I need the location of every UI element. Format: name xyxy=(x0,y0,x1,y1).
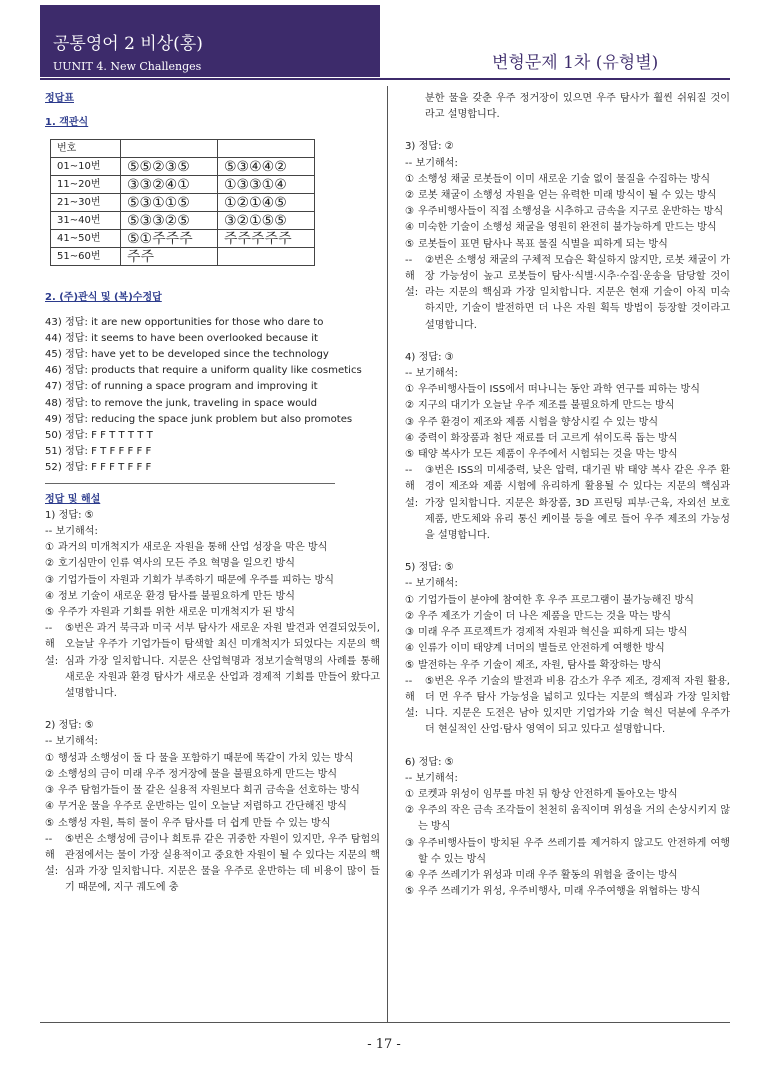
table-cell: ⑤③①①⑤ xyxy=(121,194,218,212)
list-item: ③ 기업가들이 자원과 기회가 부족하기 때문에 우주를 피하는 방식 xyxy=(45,574,334,586)
table-cell: ①③③①④ xyxy=(218,176,315,194)
table-row xyxy=(51,176,315,194)
list-item: ⑤ 우주가 자원과 기회를 위한 새로운 미개척지가 된 방식 xyxy=(45,607,295,619)
list-item: ① 과거의 미개척지가 새로운 자원을 통해 산업 성장을 막은 방식 xyxy=(45,542,328,554)
list-item: ① 기업가들이 분야에 참여한 후 우주 프로그램이 불가능해진 방식 xyxy=(405,594,694,606)
list-item: ④ 중력이 화장품과 첨단 재료를 더 고르게 섞이도록 돕는 방식 xyxy=(405,432,678,444)
header-title: 공통영어 2 비상(홍) xyxy=(53,34,203,54)
subjective-answer: 52) 정답: F F F T F F F xyxy=(45,462,152,474)
subjective-title: 2. (주)관식 및 (복)수정답 xyxy=(45,292,162,304)
q6-options-label: -- 보기해석: xyxy=(405,772,458,784)
q5-answer: 5) 정답: ⑤ xyxy=(405,562,454,574)
list-item: ③ 우주비행사들이 방치된 우주 쓰레기를 제거하지 않고도 안전하게 여행할 수 있는 방식 xyxy=(405,837,730,865)
table-cell xyxy=(218,248,315,266)
list-item: ⑤ 소행성 자원, 특히 물이 우주 탐사를 더 쉽게 만들 수 있는 방식 xyxy=(45,817,331,829)
list-item: ③ 미래 우주 프로젝트가 경제적 자원과 혁신을 피하게 되는 방식 xyxy=(405,627,688,639)
left-column xyxy=(45,91,380,897)
table-cell: 41~50번 xyxy=(51,230,121,248)
subjective-answer: 51) 정답: F T F F F F F xyxy=(45,446,152,458)
objective-title: 1. 객관식 xyxy=(45,117,89,129)
q2-answer: 2) 정답: ⑤ xyxy=(45,720,94,732)
subjective-answer: 45) 정답: have yet to be developed since the technology xyxy=(45,349,329,361)
table-cell: ①②①④⑤ xyxy=(218,194,315,212)
page-number: - 17 - xyxy=(367,1037,401,1052)
column-divider xyxy=(387,86,388,1022)
table-cell: 31~40번 xyxy=(51,212,121,230)
table-cell: 11~20번 xyxy=(51,176,121,194)
q2-explanation-continued: 분한 물을 갖춘 우주 정거장이 있으면 우주 탐사가 훨씬 쉬워질 것이라고 설명합니다. xyxy=(425,93,730,121)
subjective-answer: 47) 정답: of running a space program and improving it xyxy=(45,381,318,393)
list-item: ① 소행성 채굴 로봇들이 이미 새로운 기술 없이 물질을 수집하는 방식 xyxy=(405,173,711,185)
list-item: ⑤ 로봇들이 표면 탐사나 목표 물질 식별을 피하게 되는 방식 xyxy=(405,238,668,250)
q6-answer: 6) 정답: ⑤ xyxy=(405,756,454,768)
list-item: ② 로봇 채굴이 소행성 자원을 얻는 유력한 미래 방식이 될 수 있는 방식 xyxy=(405,190,717,202)
q2-options-label: -- 보기해석: xyxy=(45,736,98,748)
q4-answer: 4) 정답: ③ xyxy=(405,351,454,363)
table-row xyxy=(51,140,315,158)
header-banner xyxy=(40,5,380,77)
list-item: ① 행성과 소행성이 둘 다 물을 포함하기 때문에 똑같이 가치 있는 방식 xyxy=(45,752,354,764)
list-item: ① 로켓과 위성이 임무를 마친 뒤 항상 안전하게 돌아오는 방식 xyxy=(405,788,678,800)
table-cell: ③③②④① xyxy=(121,176,218,194)
list-item: ③ 우주비행사들이 직접 소행성을 시추하고 금속을 지구로 운반하는 방식 xyxy=(405,206,724,218)
list-item: ④ 인류가 이미 태양계 너머의 별들로 안전하게 여행한 방식 xyxy=(405,643,665,655)
list-item: ④ 정보 기술이 새로운 환경 탐사를 불필요하게 만든 방식 xyxy=(45,590,295,602)
list-item: ② 호기심만이 인류 역사의 모든 주요 혁명을 일으킨 방식 xyxy=(45,558,295,570)
q1-options-label: -- 보기해석: xyxy=(45,526,98,538)
list-item: ⑤ 우주 쓰레기가 위성, 우주비행사, 미래 우주여행을 위협하는 방식 xyxy=(405,886,701,898)
q1-explanation: -- 해설: ⑤번은 과거 북극과 미국 서부 탐사가 새로운 자원 발견과 연결되었듯이, 오늘날 우주가 기업가들이 탐색할 최신 미개척지가 되었다는 지문의 핵심과 가장 일치합니다. 지문은 산업혁명과 정보기술혁명의 사례를 통해 새로운 자원과 환경 탐사가 새로운 산업과 경제적 기회를 만들어 왔다고 설명합니다. xyxy=(45,623,380,700)
q4-explanation: -- 해설: ③번은 ISS의 미세중력, 낮은 압력, 대기권 밖 태양 복사 같은 우주 환경이 제조와 제품 시험에 유리하게 활용될 수 있다는 지문의 핵심과 가장 일치합니다. 지문은 화장품, 3D 프린팅 피부·근육, 자외선 보호 제품, 반도체와 유리 통신 케이블 등을 예로 들어 우주 제조의 가능성을 설명합니다. xyxy=(405,465,730,542)
table-cell: ③②①⑤⑤ xyxy=(218,212,315,230)
subjective-answer: 43) 정답: it are new opportunities for those who dare to xyxy=(45,316,324,328)
table-header-cell: 번호 xyxy=(51,140,121,158)
subjective-answer: 44) 정답: it seems to have been overlooked because it xyxy=(45,332,318,344)
subjective-answer: 50) 정답: F F T T T T T xyxy=(45,430,153,442)
table-row xyxy=(51,158,315,176)
header-subtitle: UUNIT 4. New Challenges xyxy=(53,60,202,73)
table-cell: 주주주주주 xyxy=(218,230,315,248)
list-item: ② 우주의 작은 금속 조각들이 천천히 움직이며 위성을 거의 손상시키지 않는 방식 xyxy=(405,805,730,833)
q1-answer: 1) 정답: ⑤ xyxy=(45,509,94,521)
table-row xyxy=(51,194,315,212)
list-item: ④ 우주 쓰레기가 위성과 미래 우주 활동의 위험을 줄이는 방식 xyxy=(405,869,678,881)
header-rule xyxy=(40,78,730,80)
q3-answer: 3) 정답: ② xyxy=(405,141,454,153)
footer-rule xyxy=(40,1022,730,1023)
subjective-answer: 48) 정답: to remove the junk, traveling in space would xyxy=(45,397,317,409)
section-divider xyxy=(45,483,335,484)
table-cell: 01~10번 xyxy=(51,158,121,176)
list-item: ⑤ 발전하는 우주 기술이 제조, 자원, 탐사를 확장하는 방식 xyxy=(405,659,662,671)
list-item: ② 소행성의 금이 미래 우주 정거장에 물을 불필요하게 만드는 방식 xyxy=(45,768,338,780)
table-cell: ⑤③③②⑤ xyxy=(121,212,218,230)
explanation-title: 정답 및 해설 xyxy=(45,493,101,505)
table-cell: 주주 xyxy=(121,248,218,266)
table-cell: ⑤①주주주 xyxy=(121,230,218,248)
table-cell: 21~30번 xyxy=(51,194,121,212)
table-cell: ⑤⑤②③⑤ xyxy=(121,158,218,176)
table-row xyxy=(51,212,315,230)
list-item: ⑤ 태양 복사가 모든 제품이 우주에서 시험되는 것을 막는 방식 xyxy=(405,449,678,461)
list-item: ④ 미숙한 기술이 소행성 채굴을 영원히 완전히 불가능하게 만드는 방식 xyxy=(405,222,717,234)
list-item: ② 우주 제조가 기술이 더 나은 제품을 만드는 것을 막는 방식 xyxy=(405,610,672,622)
q3-explanation: -- 해설: ②번은 소행성 채굴의 구체적 모습은 확실하지 않지만, 로봇 채굴이 가장 가능성이 높고 로봇들이 탐사·식별·시추·수집·운송을 담당할 것이라는 지문의 핵심과 가장 일치합니다. 지문은 현재 기술이 아직 미숙하지만, 기술이 발전하면 더 나은 자원 획득 방법이 등장할 것이라고 설명합니다. xyxy=(405,254,730,331)
table-cell: 51~60번 xyxy=(51,248,121,266)
subjective-answer: 49) 정답: reducing the space junk problem but also promotes xyxy=(45,413,353,425)
list-item: ③ 우주 탐험가들이 물 같은 실용적 자원보다 희귀 금속을 선호하는 방식 xyxy=(45,785,360,797)
q2-explanation: -- 해설: ⑤번은 소행성에 금이나 희토류 같은 귀중한 자원이 있지만, 우주 탐험의 관점에서는 물이 가장 실용적이고 중요한 자원이 될 수 있다는 지문의 핵심과 가장 일치합니다. 지문은 물을 우주로 운반하는 데 비용이 많이 들기 때문에, 지구 궤도에 충 xyxy=(45,833,380,894)
right-column xyxy=(405,91,730,900)
q5-explanation: -- 해설: ⑤번은 우주 기술의 발전과 비용 감소가 우주 제조, 경제적 자원 활용, 더 먼 우주 탐사 가능성을 넓히고 있다는 지문의 핵심과 가장 일치합니다. 지문은 도전은 남아 있지만 기업가와 기술 혁신 덕분에 우주가 더 현실적인 산업·탐사 영역이 되고 있다고 설명합니다. xyxy=(405,675,730,736)
answer-table-title: 정답표 xyxy=(45,93,74,104)
list-item: ④ 무거운 물을 우주로 운반하는 일이 오늘날 저렴하고 간단해진 방식 xyxy=(45,801,347,813)
list-item: ③ 우주 환경이 제조와 제품 시험을 향상시킬 수 있는 방식 xyxy=(405,416,659,428)
answer-table xyxy=(50,139,315,266)
q5-options-label: -- 보기해석: xyxy=(405,578,458,590)
q3-options-label: -- 보기해석: xyxy=(405,157,458,169)
q4-options-label: -- 보기해석: xyxy=(405,368,458,380)
list-item: ① 우주비행사들이 ISS에서 떠나니는 동안 과학 연구를 피하는 방식 xyxy=(405,384,701,396)
table-cell: ⑤③④④② xyxy=(218,158,315,176)
header-right-title: 변형문제 1차 (유형별) xyxy=(492,53,659,73)
table-row xyxy=(51,248,315,266)
subjective-answer: 46) 정답: products that require a uniform quality like cosmetics xyxy=(45,365,362,377)
table-row xyxy=(51,230,315,248)
list-item: ② 지구의 대기가 오늘날 우주 제조를 불필요하게 만드는 방식 xyxy=(405,400,675,412)
